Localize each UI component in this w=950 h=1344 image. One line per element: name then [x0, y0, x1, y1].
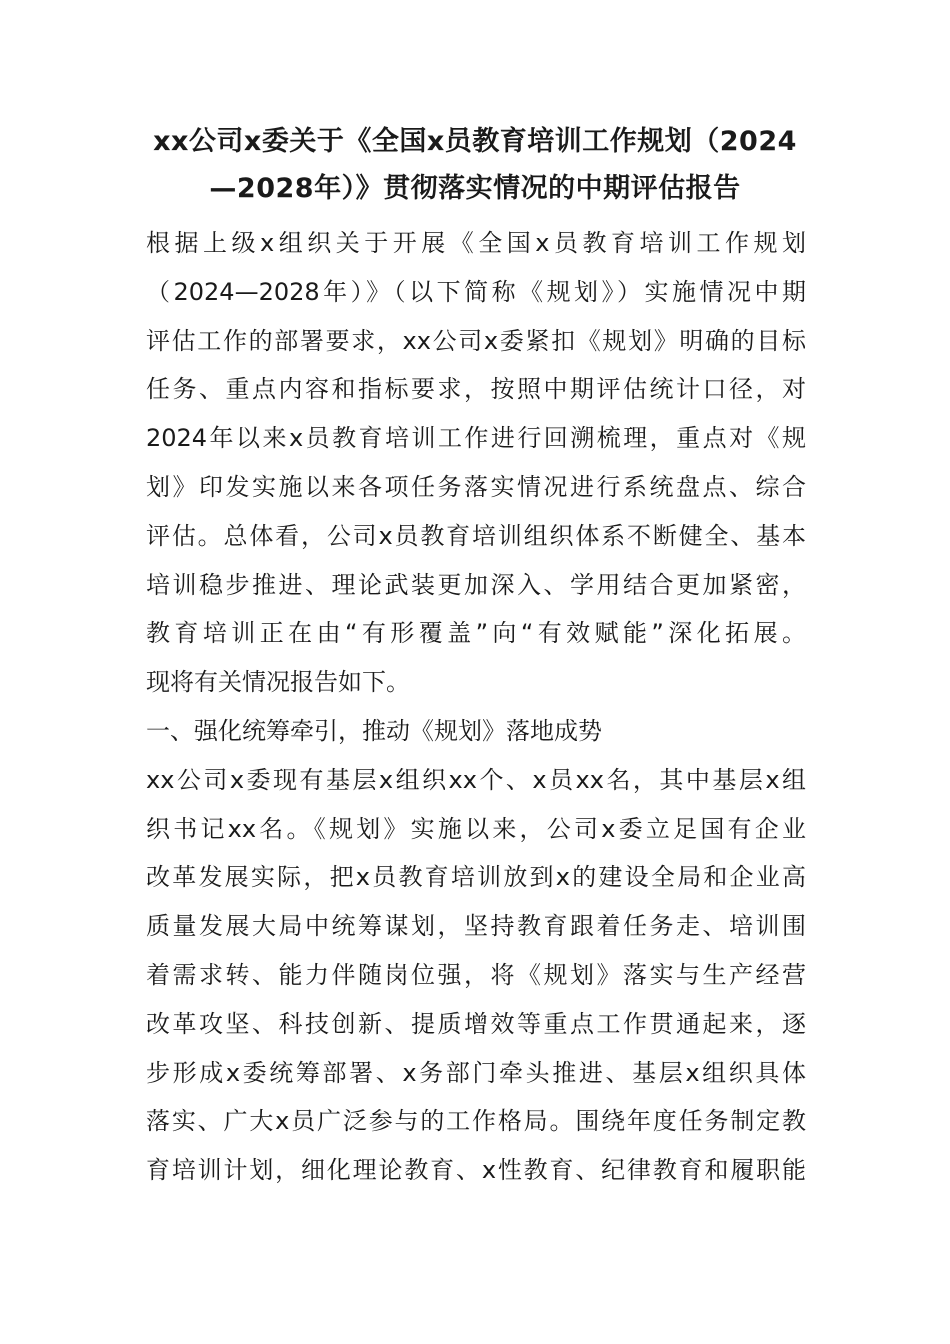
- body-line: 任务、重点内容和指标要求，按照中期评估统计口径，对: [146, 375, 806, 404]
- body-line: 育培训计划，细化理论教育、x性教育、纪律教育和履职能: [146, 1156, 806, 1185]
- body-line: 改革攻坚、科技创新、提质增效等重点工作贯通起来，逐: [146, 1009, 806, 1038]
- body-line: 现将有关情况报告如下。: [146, 668, 410, 697]
- body-line: 织书记xx名。《规划》实施以来，公司x委立足国有企业: [146, 814, 806, 843]
- document-title: [120, 118, 830, 212]
- document-body: [146, 219, 806, 1195]
- title-line-2: —2028年）》贯彻落实情况的中期评估报告: [209, 173, 741, 204]
- body-line: （2024—2028年）》（以下简称《规划》）实施情况中期: [146, 277, 806, 306]
- body-line: 着需求转、能力伴随岗位强，将《规划》落实与生产经营: [146, 960, 806, 989]
- body-line: 评估工作的部署要求，xx公司x委紧扣《规划》明确的目标: [146, 326, 806, 355]
- body-line: 改革发展实际，把x员教育培训放到x的建设全局和企业高: [146, 863, 806, 892]
- body-line: 2024年以来x员教育培训工作进行回溯梳理，重点对《规: [146, 424, 806, 453]
- title-line-1: xx公司x委关于《全国x员教育培训工作规划（2024: [153, 126, 797, 157]
- body-line: 教育培训正在由“有形覆盖”向“有效赋能”深化拓展。: [146, 619, 806, 648]
- body-line: 评估。总体看，公司x员教育培训组织体系不断健全、基本: [146, 521, 806, 550]
- body-line: 划》印发实施以来各项任务落实情况进行系统盘点、综合: [146, 472, 806, 501]
- section-heading: 一、强化统筹牵引，推动《规划》落地成势: [146, 716, 602, 745]
- body-line: 培训稳步推进、理论武装更加深入、学用结合更加紧密，: [146, 570, 806, 599]
- body-line: 落实、广大x员广泛参与的工作格局。围绕年度任务制定教: [146, 1107, 806, 1136]
- body-line: 步形成x委统筹部署、x务部门牵头推进、基层x组织具体: [146, 1058, 806, 1087]
- body-line: xx公司x委现有基层x组织xx个、x员xx名，其中基层x组: [146, 765, 806, 794]
- body-line: 质量发展大局中统筹谋划，坚持教育跟着任务走、培训围: [146, 912, 806, 941]
- body-line: 根据上级x组织关于开展《全国x员教育培训工作规划: [146, 229, 806, 257]
